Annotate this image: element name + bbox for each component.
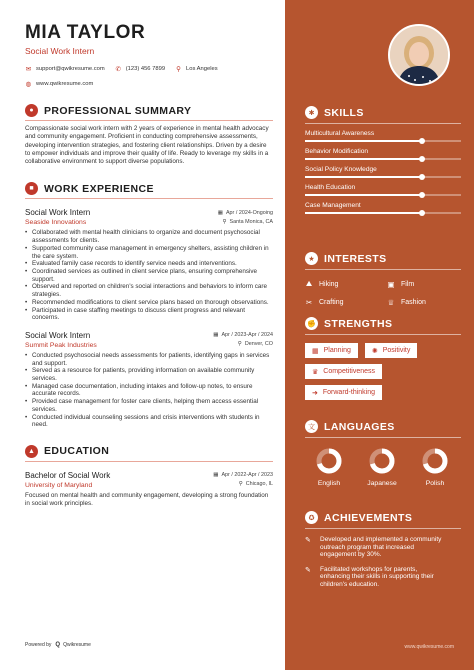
bullet: • Collaborated with mental health clinicians to organize and document psychosocial assessments for clients. bbox=[25, 229, 273, 244]
education-title: EDUCATION bbox=[44, 445, 110, 458]
job-entry bbox=[25, 331, 273, 429]
degree: Bachelor of Social Work bbox=[25, 470, 111, 480]
language-item bbox=[305, 447, 353, 487]
gear-icon: ✱ bbox=[305, 106, 318, 119]
strength-chip bbox=[305, 385, 382, 400]
bullet: • Provided case management for foster care clients, helping them access essential services. bbox=[25, 398, 273, 413]
summary-heading bbox=[25, 104, 273, 117]
footer-url[interactable]: www.qwikresume.com bbox=[404, 644, 454, 650]
interest-label: Film bbox=[401, 280, 415, 288]
divider bbox=[305, 269, 461, 270]
skill-bar bbox=[305, 140, 461, 142]
star-icon: ★ bbox=[305, 252, 318, 265]
briefcase-icon: ■ bbox=[25, 182, 38, 195]
website-text: www.qwikresume.com bbox=[36, 81, 94, 87]
achievement-text: Facilitated workshops for parents, enhancing their skills in supporting their children's education. bbox=[320, 565, 434, 588]
language-name: Polish bbox=[425, 480, 445, 487]
email-icon: ✉ bbox=[25, 66, 32, 73]
skill-bar bbox=[305, 194, 461, 196]
calendar-icon: ▦ bbox=[213, 472, 219, 479]
bullet: • Managed case documentation, including intakes and follow-up notes, to ensure accurate records. bbox=[25, 383, 273, 398]
phone-text: (123) 456 7899 bbox=[125, 66, 166, 72]
brand-text[interactable]: Qwikresume bbox=[63, 642, 91, 648]
positivity-icon: ✺ bbox=[371, 347, 378, 355]
education-heading bbox=[25, 445, 273, 458]
job-location: Denver, CO bbox=[244, 341, 273, 348]
skill-name: Case Management bbox=[305, 202, 361, 209]
bullet: • Participated in case staffing meetings to discuss client progress and relevant concerns. bbox=[25, 307, 273, 322]
education-description: Focused on mental health and community engagement, developing a strong foundation in social work principles. bbox=[25, 491, 269, 507]
skills-list bbox=[305, 130, 465, 214]
divider bbox=[305, 528, 461, 529]
email-text: support@qwikresume.com bbox=[36, 66, 105, 72]
strength-chip bbox=[305, 343, 358, 358]
graduation-cap-icon: ▲ bbox=[25, 445, 38, 458]
interest-item bbox=[387, 279, 461, 289]
divider bbox=[25, 120, 273, 121]
skill-item bbox=[305, 184, 465, 196]
calendar-icon: ▦ bbox=[213, 332, 219, 339]
strength-label: Forward-thinking bbox=[322, 389, 376, 396]
achievement-item bbox=[305, 566, 465, 589]
skill-bar-fill bbox=[305, 194, 422, 196]
bullet: • Served as a resource for patients, providing information on available community services. bbox=[25, 367, 273, 382]
interest-item bbox=[305, 279, 387, 289]
languages-list bbox=[305, 447, 465, 487]
job-bullets bbox=[25, 229, 273, 321]
skill-bar-knob bbox=[419, 138, 425, 144]
education-entry bbox=[25, 471, 273, 508]
divider bbox=[305, 334, 461, 335]
crafting-icon: ✂ bbox=[305, 298, 313, 307]
megaphone-icon: ✎ bbox=[305, 566, 311, 574]
interests-section bbox=[305, 252, 465, 307]
skill-item bbox=[305, 202, 465, 214]
user-icon: ● bbox=[25, 104, 38, 117]
interest-label: Crafting bbox=[319, 299, 344, 306]
divider bbox=[25, 198, 273, 199]
skill-item bbox=[305, 130, 465, 142]
globe-icon: ◍ bbox=[25, 81, 32, 88]
skill-name: Behavior Modification bbox=[305, 148, 369, 155]
skill-item bbox=[305, 166, 465, 178]
skill-bar-knob bbox=[419, 156, 425, 162]
job-company: Summit Peak Industries bbox=[25, 341, 97, 349]
qwikresume-logo-icon: Q bbox=[55, 642, 61, 648]
bullet: • Recommended modifications to client service plans based on thorough observations. bbox=[25, 299, 273, 307]
location-pin-icon: ⚲ bbox=[222, 218, 227, 225]
skill-bar-fill bbox=[305, 176, 422, 178]
bullet: • Observed and reported on children's social interactions and behaviors to inform care strategies. bbox=[25, 283, 273, 298]
job-entry bbox=[25, 208, 273, 321]
location-pin-icon: ⚲ bbox=[237, 341, 242, 348]
language-item bbox=[358, 447, 406, 487]
skill-name: Multicultural Awareness bbox=[305, 130, 375, 137]
job-location: Santa Monica, CA bbox=[229, 218, 273, 225]
strengths-section bbox=[305, 317, 465, 406]
divider bbox=[305, 123, 461, 124]
candidate-name: MIA TAYLOR bbox=[25, 22, 146, 43]
powered-by-text: Powered by bbox=[25, 642, 52, 648]
skill-bar-fill bbox=[305, 140, 422, 142]
education-location: Chicago, IL bbox=[245, 481, 273, 488]
job-title: Social Work Intern bbox=[25, 208, 91, 218]
contact-website[interactable] bbox=[25, 80, 273, 88]
skill-bar bbox=[305, 212, 461, 214]
achievements-section bbox=[305, 511, 465, 589]
strengths-list bbox=[305, 343, 465, 400]
summary-text: Compassionate social work intern with 2 years of experience in mental health advocacy and community engagement. Proficient in conducting comprehensive assessments, developing intervention strategies, and fostering client relationships. Driven by a desire to empower individuals and improve their quality of life. Ready to leverage my skills in a collaborative environment to support diverse populations. bbox=[25, 125, 269, 166]
film-icon: ▣ bbox=[387, 279, 395, 289]
skill-bar-fill bbox=[305, 158, 422, 160]
bullet: • Evaluated family case records to identify service needs and interventions. bbox=[25, 260, 273, 268]
skills-section bbox=[305, 106, 465, 214]
strength-label: Positivity bbox=[382, 347, 411, 354]
experience-title: WORK EXPERIENCE bbox=[44, 182, 154, 195]
footer-powered bbox=[25, 642, 91, 648]
language-donut bbox=[421, 447, 449, 475]
job-meta bbox=[218, 208, 273, 226]
language-name: English bbox=[317, 480, 341, 487]
award-icon: ✪ bbox=[305, 511, 318, 524]
profile-photo bbox=[388, 24, 450, 86]
language-item bbox=[411, 447, 459, 487]
interests-list bbox=[305, 279, 465, 307]
job-dates: Apr / 2023-Apr / 2024 bbox=[221, 332, 273, 339]
education-meta bbox=[213, 471, 273, 489]
interest-label: Fashion bbox=[401, 299, 426, 306]
language-icon: 文 bbox=[305, 420, 318, 433]
strength-icon: ✊ bbox=[305, 317, 318, 330]
achievements-title: ACHIEVEMENTS bbox=[324, 511, 413, 524]
location-text: Los Angeles bbox=[186, 66, 218, 72]
contact-row bbox=[25, 65, 273, 73]
skill-bar bbox=[305, 158, 461, 160]
language-name: Japanese bbox=[367, 480, 397, 487]
megaphone-icon: ✎ bbox=[305, 537, 311, 544]
language-donut bbox=[368, 447, 396, 475]
profile-photo-image bbox=[390, 26, 448, 84]
skill-item bbox=[305, 148, 465, 160]
bullet: • Supported community case management in emergency shelters, assisting children in the care system. bbox=[25, 245, 273, 260]
strength-label: Competitiveness bbox=[323, 368, 376, 375]
experience-heading bbox=[25, 182, 273, 195]
skill-bar-knob bbox=[419, 192, 425, 198]
location-pin-icon: ⚲ bbox=[176, 66, 181, 73]
calendar-icon: ▦ bbox=[217, 209, 223, 216]
divider bbox=[25, 461, 273, 462]
skills-title: SKILLS bbox=[324, 106, 364, 119]
skill-name: Health Education bbox=[305, 184, 356, 191]
job-meta bbox=[213, 331, 273, 349]
contact-email[interactable] bbox=[25, 65, 105, 73]
language-donut bbox=[315, 447, 343, 475]
strengths-title: STRENGTHS bbox=[324, 317, 393, 330]
strength-chip bbox=[365, 343, 418, 358]
job-dates: Apr / 2024-Ongoing bbox=[225, 209, 273, 216]
interests-title: INTERESTS bbox=[324, 252, 387, 265]
candidate-role: Social Work Intern bbox=[25, 46, 95, 56]
arrow-icon: ➜ bbox=[312, 389, 318, 397]
trophy-icon: ♛ bbox=[312, 368, 319, 376]
fashion-icon: ♕ bbox=[387, 298, 395, 307]
phone-icon: ✆ bbox=[115, 66, 121, 73]
strength-label: Planning bbox=[323, 347, 351, 354]
job-company: Seaside Innovations bbox=[25, 219, 87, 227]
hiking-icon: ⛰ bbox=[305, 279, 313, 288]
divider bbox=[305, 437, 461, 438]
contact-location bbox=[175, 65, 218, 73]
interest-item bbox=[305, 298, 387, 307]
sidebar bbox=[285, 0, 474, 670]
location-pin-icon: ⚲ bbox=[238, 481, 243, 488]
interest-item bbox=[387, 298, 461, 307]
languages-section bbox=[305, 420, 465, 487]
contact-phone[interactable] bbox=[115, 65, 165, 73]
achievement-text: Developed and implemented a community outreach program that increased engagement by 30%. bbox=[320, 536, 442, 559]
skill-bar-knob bbox=[419, 210, 425, 216]
calendar-icon: ▦ bbox=[312, 347, 319, 355]
bullet: • Conducted individual counseling sessions and crisis interventions with students in need. bbox=[25, 414, 273, 429]
job-bullets bbox=[25, 352, 273, 429]
bullet: • Conducted psychosocial needs assessments for patients, identifying gaps in services and support. bbox=[25, 352, 273, 367]
languages-title: LANGUAGES bbox=[324, 420, 395, 433]
strength-chip bbox=[305, 364, 382, 379]
summary-title: PROFESSIONAL SUMMARY bbox=[44, 104, 192, 117]
interest-label: Hiking bbox=[319, 280, 339, 288]
job-title: Social Work Intern bbox=[25, 330, 91, 340]
achievement-item bbox=[305, 536, 465, 559]
skill-bar-knob bbox=[419, 174, 425, 180]
bullet: • Coordinated services as outlined in client service plans, ensuring comprehensive support. bbox=[25, 268, 273, 283]
school: University of Maryland bbox=[25, 481, 93, 489]
skill-name: Social Policy Knowledge bbox=[305, 166, 377, 173]
skill-bar bbox=[305, 176, 461, 178]
education-dates: Apr / 2022-Apr / 2023 bbox=[221, 472, 273, 479]
skill-bar-fill bbox=[305, 212, 422, 214]
